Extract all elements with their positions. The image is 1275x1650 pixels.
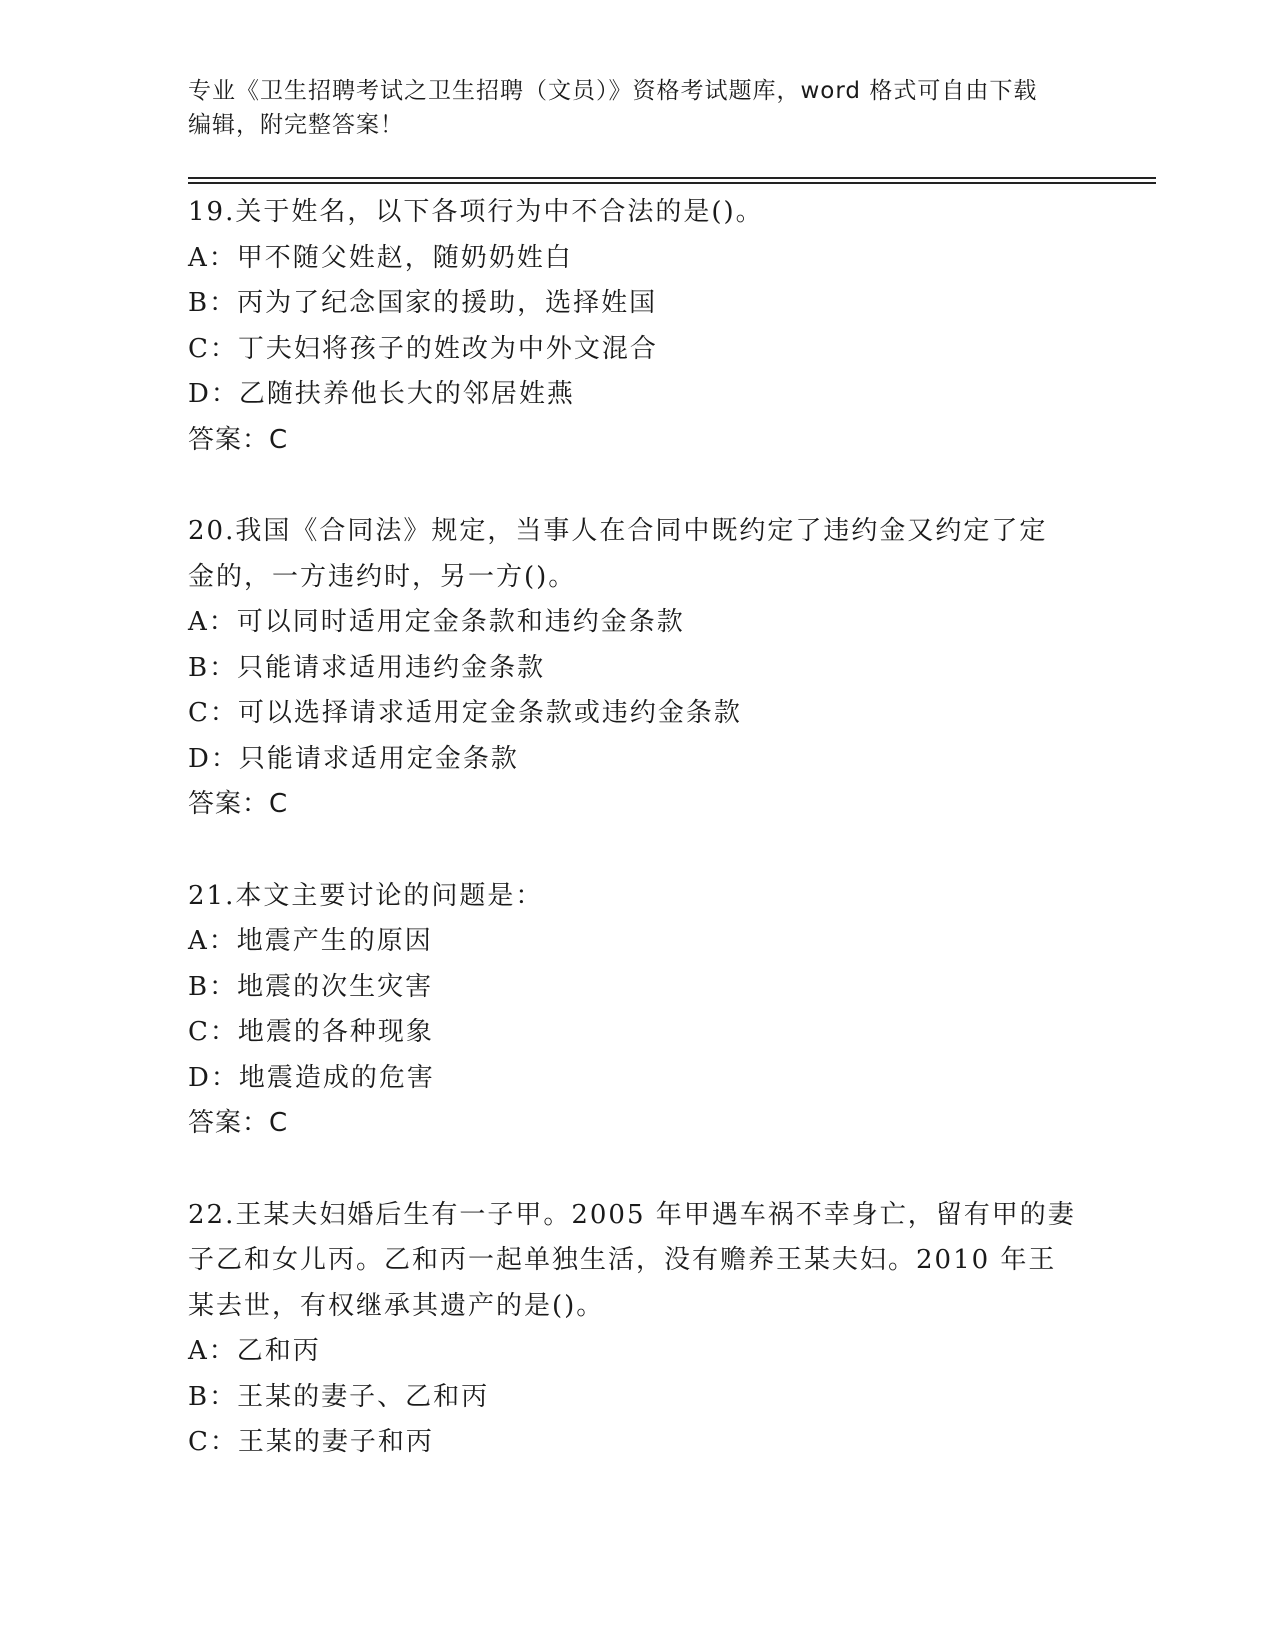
option-b: B：地震的次生灾害 [188, 971, 434, 1002]
question-21 [188, 874, 1088, 1147]
option-d: D：地震造成的危害 [188, 1062, 435, 1093]
header-divider-top [188, 177, 1156, 179]
question-19 [188, 190, 1088, 463]
option-a: A：乙和丙 [188, 1336, 321, 1366]
question-20 [188, 509, 1088, 828]
question-stem-continued: 子乙和女儿丙。乙和丙一起单独生活，没有赡养王某夫妇。2010 年王 [188, 1245, 1057, 1275]
option-a: A：可以同时适用定金条款和违约金条款 [188, 607, 685, 637]
option-d: D：乙随扶养他长大的邻居姓燕 [188, 379, 575, 409]
question-stem: 19.关于姓名，以下各项行为中不合法的是()。 [188, 197, 764, 227]
question-22 [188, 1193, 1088, 1466]
answer-line: 答案：C [188, 424, 289, 455]
option-c: C：地震的各种现象 [188, 1017, 434, 1047]
question-stem-continued: 金的，一方违约时，另一方()。 [188, 561, 577, 592]
option-a: A：地震产生的原因 [188, 926, 433, 956]
header-divider-bottom [188, 182, 1156, 184]
option-b: B：王某的妻子、乙和丙 [188, 1381, 490, 1412]
question-stem: 20.我国《合同法》规定，当事人在合同中既约定了违约金又约定了定 [188, 516, 1048, 546]
option-a: A：甲不随父姓赵，随奶奶姓白 [188, 242, 573, 273]
question-stem: 21.本文主要讨论的问题是： [188, 880, 544, 911]
answer-line: 答案：C [188, 789, 289, 819]
option-b: B：只能请求适用违约金条款 [188, 652, 546, 683]
option-d: D：只能请求适用定金条款 [188, 743, 519, 774]
header-line-1: 专业《卫生招聘考试之卫生招聘（文员）》资格考试题库，word 格式可自由下载 [188, 78, 1038, 104]
question-stem-continued: 某去世，有权继承其遗产的是()。 [188, 1290, 605, 1321]
answer-line: 答案：C [188, 1108, 289, 1138]
option-c: C：王某的妻子和丙 [188, 1427, 434, 1457]
option-b: B：丙为了纪念国家的援助，选择姓国 [188, 288, 658, 318]
question-stem: 22.王某夫妇婚后生有一子甲。2005 年甲遇车祸不幸身亡，留有甲的妻 [188, 1199, 1076, 1230]
document-header [188, 74, 1068, 142]
option-c: C：可以选择请求适用定金条款或违约金条款 [188, 698, 742, 728]
header-line-2: 编辑，附完整答案！ [188, 112, 404, 138]
option-c: C：丁夫妇将孩子的姓改为中外文混合 [188, 333, 658, 364]
question-list [188, 190, 1088, 1512]
